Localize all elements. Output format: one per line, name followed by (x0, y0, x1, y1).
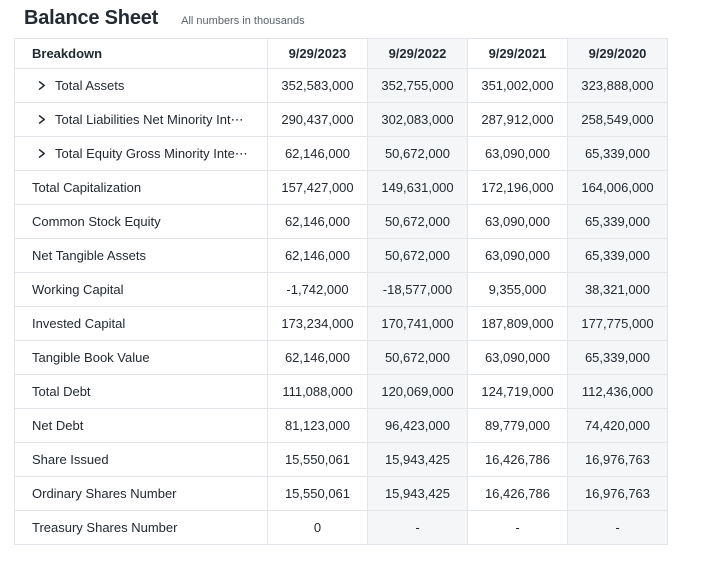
row-label (15, 307, 268, 341)
table-row (15, 409, 668, 443)
column-header-date: 9/29/2021 (468, 39, 568, 69)
column-header-breakdown: Breakdown (15, 39, 268, 69)
row-label-text: Total Capitalization (32, 180, 142, 195)
value-cell: 149,631,000 (368, 171, 468, 205)
table-row (15, 171, 668, 205)
value-cell: 177,775,000 (568, 307, 668, 341)
row-label-text: Total Debt (32, 384, 91, 399)
row-label-text: Treasury Shares Number (32, 520, 178, 535)
value-cell: 62,146,000 (268, 239, 368, 273)
chevron-right-icon[interactable] (38, 115, 46, 124)
value-cell: 170,741,000 (368, 307, 468, 341)
row-label-expandable[interactable] (15, 137, 268, 171)
units-note: All numbers in thousands (181, 15, 305, 27)
table-row (15, 69, 668, 103)
value-cell: 157,427,000 (268, 171, 368, 205)
table-row (15, 103, 668, 137)
value-cell: 15,550,061 (268, 443, 368, 477)
value-cell: 96,423,000 (368, 409, 468, 443)
value-cell: 112,436,000 (568, 375, 668, 409)
value-cell: 16,976,763 (568, 477, 668, 511)
table-row (15, 443, 668, 477)
value-cell: 50,672,000 (368, 341, 468, 375)
column-header-date: 9/29/2022 (368, 39, 468, 69)
page-title: Balance Sheet (24, 7, 159, 29)
value-cell: 50,672,000 (368, 205, 468, 239)
table-row (15, 477, 668, 511)
row-label-text: Total Liabilities Net Minority Int⋯ (55, 111, 244, 127)
balance-sheet-table (14, 38, 668, 545)
value-cell: 62,146,000 (268, 137, 368, 171)
chevron-right-icon[interactable] (38, 149, 46, 158)
value-cell: 187,809,000 (468, 307, 568, 341)
value-cell: 65,339,000 (568, 239, 668, 273)
row-label (15, 273, 268, 307)
value-cell: 352,755,000 (368, 69, 468, 103)
value-cell: 0 (268, 511, 368, 545)
value-cell: 15,943,425 (368, 477, 468, 511)
table-row (15, 341, 668, 375)
value-cell: 302,083,000 (368, 103, 468, 137)
value-cell: 63,090,000 (468, 239, 568, 273)
value-cell: 258,549,000 (568, 103, 668, 137)
value-cell: 62,146,000 (268, 341, 368, 375)
row-label-text: Invested Capital (32, 316, 126, 331)
table-body (15, 69, 668, 545)
row-label (15, 205, 268, 239)
row-label-text: Share Issued (32, 452, 109, 467)
value-cell: - (568, 511, 668, 545)
row-label-text: Total Assets (55, 78, 125, 93)
table-row (15, 205, 668, 239)
page-header (0, 0, 715, 38)
table-header-row (15, 39, 668, 69)
value-cell: 323,888,000 (568, 69, 668, 103)
row-label-expandable[interactable] (15, 103, 268, 137)
row-label-text: Net Tangible Assets (32, 248, 146, 263)
value-cell: 352,583,000 (268, 69, 368, 103)
value-cell: 16,976,763 (568, 443, 668, 477)
chevron-right-icon[interactable] (38, 81, 46, 90)
value-cell: 89,779,000 (468, 409, 568, 443)
row-label-text: Net Debt (32, 418, 84, 433)
value-cell: 62,146,000 (268, 205, 368, 239)
value-cell: -18,577,000 (368, 273, 468, 307)
table-row (15, 239, 668, 273)
value-cell: 9,355,000 (468, 273, 568, 307)
row-label (15, 341, 268, 375)
value-cell: 16,426,786 (468, 477, 568, 511)
value-cell: 50,672,000 (368, 137, 468, 171)
table-row (15, 375, 668, 409)
row-label (15, 239, 268, 273)
row-label (15, 409, 268, 443)
value-cell: 351,002,000 (468, 69, 568, 103)
value-cell: 164,006,000 (568, 171, 668, 205)
table-row (15, 273, 668, 307)
value-cell: 16,426,786 (468, 443, 568, 477)
column-header-date: 9/29/2020 (568, 39, 668, 69)
table-row (15, 511, 668, 545)
value-cell: - (368, 511, 468, 545)
row-label-text: Tangible Book Value (32, 350, 150, 365)
row-label-text: Total Equity Gross Minority Inte⋯ (55, 145, 248, 161)
value-cell: 290,437,000 (268, 103, 368, 137)
value-cell: 287,912,000 (468, 103, 568, 137)
row-label (15, 477, 268, 511)
value-cell: 81,123,000 (268, 409, 368, 443)
table-row (15, 307, 668, 341)
value-cell: 65,339,000 (568, 341, 668, 375)
row-label (15, 511, 268, 545)
value-cell: 120,069,000 (368, 375, 468, 409)
row-label (15, 375, 268, 409)
value-cell: 74,420,000 (568, 409, 668, 443)
value-cell: 124,719,000 (468, 375, 568, 409)
row-label-text: Ordinary Shares Number (32, 486, 177, 501)
value-cell: 65,339,000 (568, 205, 668, 239)
value-cell: 50,672,000 (368, 239, 468, 273)
value-cell: -1,742,000 (268, 273, 368, 307)
value-cell: 15,550,061 (268, 477, 368, 511)
value-cell: 65,339,000 (568, 137, 668, 171)
value-cell: 63,090,000 (468, 341, 568, 375)
value-cell: 63,090,000 (468, 137, 568, 171)
row-label (15, 171, 268, 205)
value-cell: 15,943,425 (368, 443, 468, 477)
column-header-date: 9/29/2023 (268, 39, 368, 69)
value-cell: 38,321,000 (568, 273, 668, 307)
row-label (15, 443, 268, 477)
table-row (15, 137, 668, 171)
value-cell: - (468, 511, 568, 545)
row-label-text: Common Stock Equity (32, 214, 161, 229)
value-cell: 173,234,000 (268, 307, 368, 341)
row-label-text: Working Capital (32, 282, 124, 297)
value-cell: 63,090,000 (468, 205, 568, 239)
value-cell: 111,088,000 (268, 375, 368, 409)
value-cell: 172,196,000 (468, 171, 568, 205)
row-label-expandable[interactable] (15, 69, 268, 103)
